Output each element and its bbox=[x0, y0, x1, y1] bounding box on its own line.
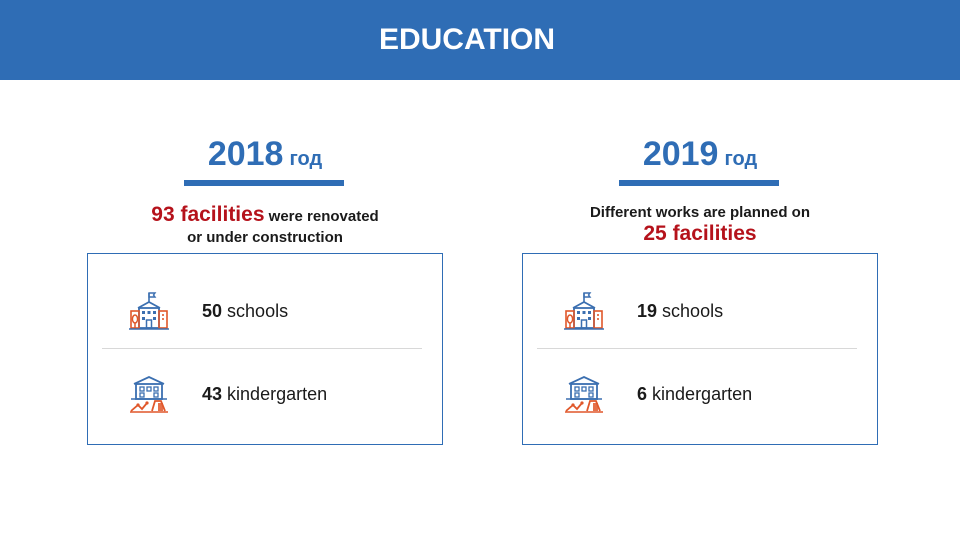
year-underline bbox=[619, 180, 779, 186]
summary-line-1: were renovated bbox=[268, 208, 379, 225]
stat-count: 19 bbox=[637, 301, 658, 321]
year-underline bbox=[184, 180, 344, 186]
year-unit: год bbox=[724, 148, 758, 170]
stats-box bbox=[522, 253, 878, 445]
school-building-icon bbox=[563, 291, 605, 331]
school-building-icon bbox=[128, 291, 170, 331]
column-2018 bbox=[87, 0, 443, 540]
year-heading bbox=[522, 135, 878, 174]
row-divider bbox=[537, 348, 857, 349]
stat-text bbox=[202, 369, 327, 419]
kindergarten-icon bbox=[563, 374, 605, 414]
year-unit: год bbox=[289, 148, 323, 170]
stat-text bbox=[637, 286, 723, 336]
stat-label: kindergarten bbox=[652, 384, 753, 404]
summary-highlight: 25 facilities bbox=[643, 222, 757, 245]
summary-text bbox=[87, 204, 443, 248]
stat-text bbox=[637, 369, 752, 419]
stat-label: kindergarten bbox=[227, 384, 328, 404]
year-number: 2018 bbox=[207, 135, 284, 173]
page-title: EDUCATION bbox=[378, 23, 556, 56]
summary-line-2: or under construction bbox=[187, 229, 343, 246]
summary-highlight: 93 facilities bbox=[151, 203, 265, 226]
stat-row-kindergarten bbox=[88, 369, 442, 419]
year-heading bbox=[87, 135, 443, 174]
stat-row-schools bbox=[88, 286, 442, 336]
year-number: 2019 bbox=[642, 135, 719, 173]
summary-text bbox=[522, 202, 878, 246]
kindergarten-icon bbox=[128, 374, 170, 414]
row-divider bbox=[102, 348, 422, 349]
stat-text bbox=[202, 286, 288, 336]
stat-label: schools bbox=[227, 301, 289, 321]
stats-box bbox=[87, 253, 443, 445]
stat-count: 6 bbox=[637, 384, 648, 404]
stat-count: 43 bbox=[202, 384, 223, 404]
column-2019 bbox=[522, 0, 878, 540]
stat-row-schools bbox=[523, 286, 877, 336]
stat-label: schools bbox=[662, 301, 724, 321]
stat-row-kindergarten bbox=[523, 369, 877, 419]
summary-line-1: Different works are planned on bbox=[589, 204, 811, 221]
stat-count: 50 bbox=[202, 301, 223, 321]
